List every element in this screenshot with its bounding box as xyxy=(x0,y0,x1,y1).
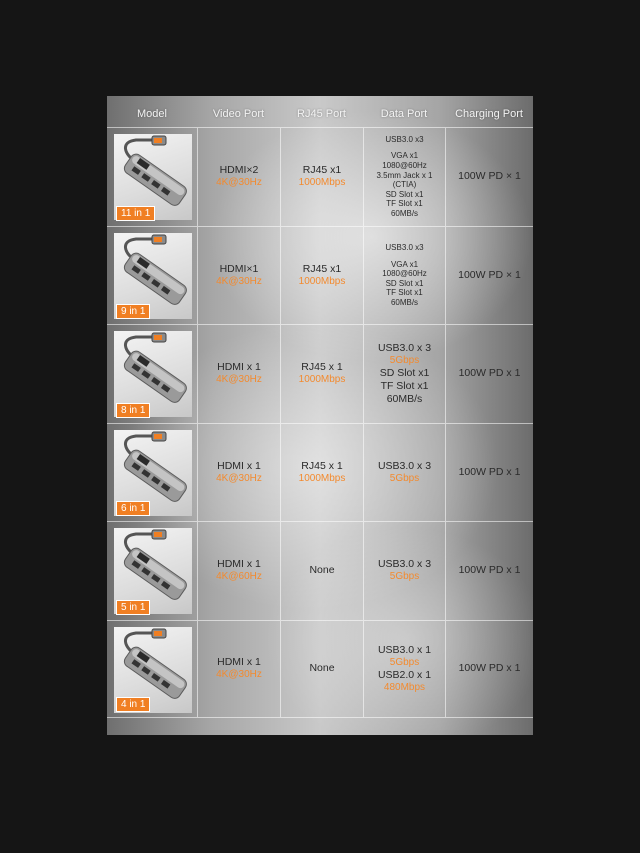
cell-line: HDMI×1 xyxy=(219,262,259,275)
model-cell xyxy=(107,424,197,522)
cell-line: HDMI x 1 xyxy=(217,656,261,669)
data-port-cell xyxy=(363,227,445,325)
cell-line: USB2.0 x 1 xyxy=(377,668,432,681)
rj45-port-cell xyxy=(280,522,363,620)
cell-line: 100W PD × 1 xyxy=(458,170,521,183)
data-port-cell xyxy=(363,621,445,718)
charging-port-cell xyxy=(445,325,533,423)
cell-line: None xyxy=(309,564,335,577)
cell-line: None xyxy=(309,662,335,675)
cell-line: HDMI x 1 xyxy=(217,459,261,472)
charging-port-cell xyxy=(445,128,533,226)
charging-port-cell xyxy=(445,424,533,522)
model-badge: 5 in 1 xyxy=(116,600,150,615)
cell-line: 5Gbps xyxy=(389,656,420,668)
model-cell xyxy=(107,128,197,226)
header-video-port: Video Port xyxy=(212,108,265,120)
cell-line: 1000Mbps xyxy=(298,374,346,386)
model-badge: 11 in 1 xyxy=(116,206,155,221)
model-badge: 8 in 1 xyxy=(116,403,150,418)
cell-line: 480Mbps xyxy=(383,681,426,693)
cell-line: 1000Mbps xyxy=(298,275,346,287)
cell-line: HDMI×2 xyxy=(219,164,259,177)
cell-line: 5Gbps xyxy=(389,571,420,583)
data-port-cell xyxy=(363,128,445,226)
cell-line: USB3.0 x 3 xyxy=(377,558,432,571)
table-row xyxy=(107,423,533,522)
cell-line: 3.5mm Jack x 1 xyxy=(376,170,433,180)
rj45-port-cell xyxy=(280,325,363,423)
cell-line: SD Slot x1 xyxy=(385,278,424,288)
header-model: Model xyxy=(137,108,167,120)
rj45-port-cell xyxy=(280,128,363,226)
cell-line: 1000Mbps xyxy=(298,177,346,189)
model-badge: 6 in 1 xyxy=(116,501,150,516)
cell-line: 5Gbps xyxy=(389,354,420,366)
cell-line: 1080@60Hz xyxy=(382,269,427,279)
cell-line: VGA x1 xyxy=(390,259,419,269)
charging-port-cell xyxy=(445,621,533,718)
model-badge: 4 in 1 xyxy=(116,697,150,712)
video-port-cell xyxy=(197,325,280,423)
video-port-cell xyxy=(197,128,280,226)
charging-port-cell xyxy=(445,522,533,620)
cell-line: USB3.0 x 1 xyxy=(377,643,432,656)
table-row xyxy=(107,620,533,719)
charging-port-cell xyxy=(445,227,533,325)
rj45-port-cell xyxy=(280,621,363,718)
cell-line: USB3.0 x3 xyxy=(385,242,424,252)
cell-line: USB3.0 x 3 xyxy=(377,341,432,354)
cell-line: 4K@30Hz xyxy=(216,472,262,484)
cell-line: 100W PD x 1 xyxy=(458,564,521,577)
table-row xyxy=(107,127,533,226)
cell-line: 4K@30Hz xyxy=(216,177,262,189)
cell-line: TF Slot x1 xyxy=(386,288,423,298)
rj45-port-cell xyxy=(280,424,363,522)
model-cell xyxy=(107,621,197,718)
cell-line: 1080@60Hz xyxy=(382,161,427,171)
data-port-cell xyxy=(363,424,445,522)
cell-line: 60MB/s xyxy=(386,392,423,405)
cell-line: 1000Mbps xyxy=(298,472,346,484)
video-port-cell xyxy=(197,227,280,325)
cell-line: (CTIA) xyxy=(392,180,417,190)
cell-line: 4K@30Hz xyxy=(216,669,262,681)
table-row xyxy=(107,521,533,620)
table-body xyxy=(107,127,533,718)
cell-line: 5Gbps xyxy=(389,472,420,484)
data-port-cell xyxy=(363,522,445,620)
cell-line: 4K@60Hz xyxy=(216,571,262,583)
cell-line: SD Slot x1 xyxy=(385,189,424,199)
cell-line: TF Slot x1 xyxy=(380,379,429,392)
cell-line: RJ45 x 1 xyxy=(301,361,343,374)
cell-line: HDMI x 1 xyxy=(217,558,261,571)
cell-line: USB3.0 x3 xyxy=(385,134,424,144)
table-row xyxy=(107,324,533,423)
header-rj45-port: RJ45 Port xyxy=(297,108,346,120)
cell-line: 60MB/s xyxy=(390,297,419,307)
cell-line: RJ45 x 1 xyxy=(301,459,343,472)
rj45-port-cell xyxy=(280,227,363,325)
model-cell xyxy=(107,522,197,620)
cell-line: TF Slot x1 xyxy=(386,199,423,209)
video-port-cell xyxy=(197,424,280,522)
cell-line: 4K@30Hz xyxy=(216,374,262,386)
cell-line: 4K@30Hz xyxy=(216,275,262,287)
video-port-cell xyxy=(197,522,280,620)
cell-line: 100W PD x 1 xyxy=(458,465,521,478)
cell-line: VGA x1 xyxy=(390,151,419,161)
comparison-table xyxy=(107,96,533,735)
cell-line: RJ45 x1 xyxy=(302,164,342,177)
cell-line: 100W PD × 1 xyxy=(458,268,521,281)
header-charging-port: Charging Port xyxy=(455,108,523,120)
table-row xyxy=(107,226,533,325)
cell-line: RJ45 x1 xyxy=(302,262,342,275)
cell-line: 100W PD x 1 xyxy=(458,662,521,675)
data-port-cell xyxy=(363,325,445,423)
model-cell xyxy=(107,227,197,325)
model-badge: 9 in 1 xyxy=(116,304,150,319)
cell-line: USB3.0 x 3 xyxy=(377,459,432,472)
cell-line: 100W PD x 1 xyxy=(458,367,521,380)
cell-line: HDMI x 1 xyxy=(217,361,261,374)
header-data-port: Data Port xyxy=(380,108,428,120)
model-cell xyxy=(107,325,197,423)
cell-line: 60MB/s xyxy=(390,209,419,219)
cell-line: SD Slot x1 xyxy=(379,366,430,379)
video-port-cell xyxy=(197,621,280,718)
